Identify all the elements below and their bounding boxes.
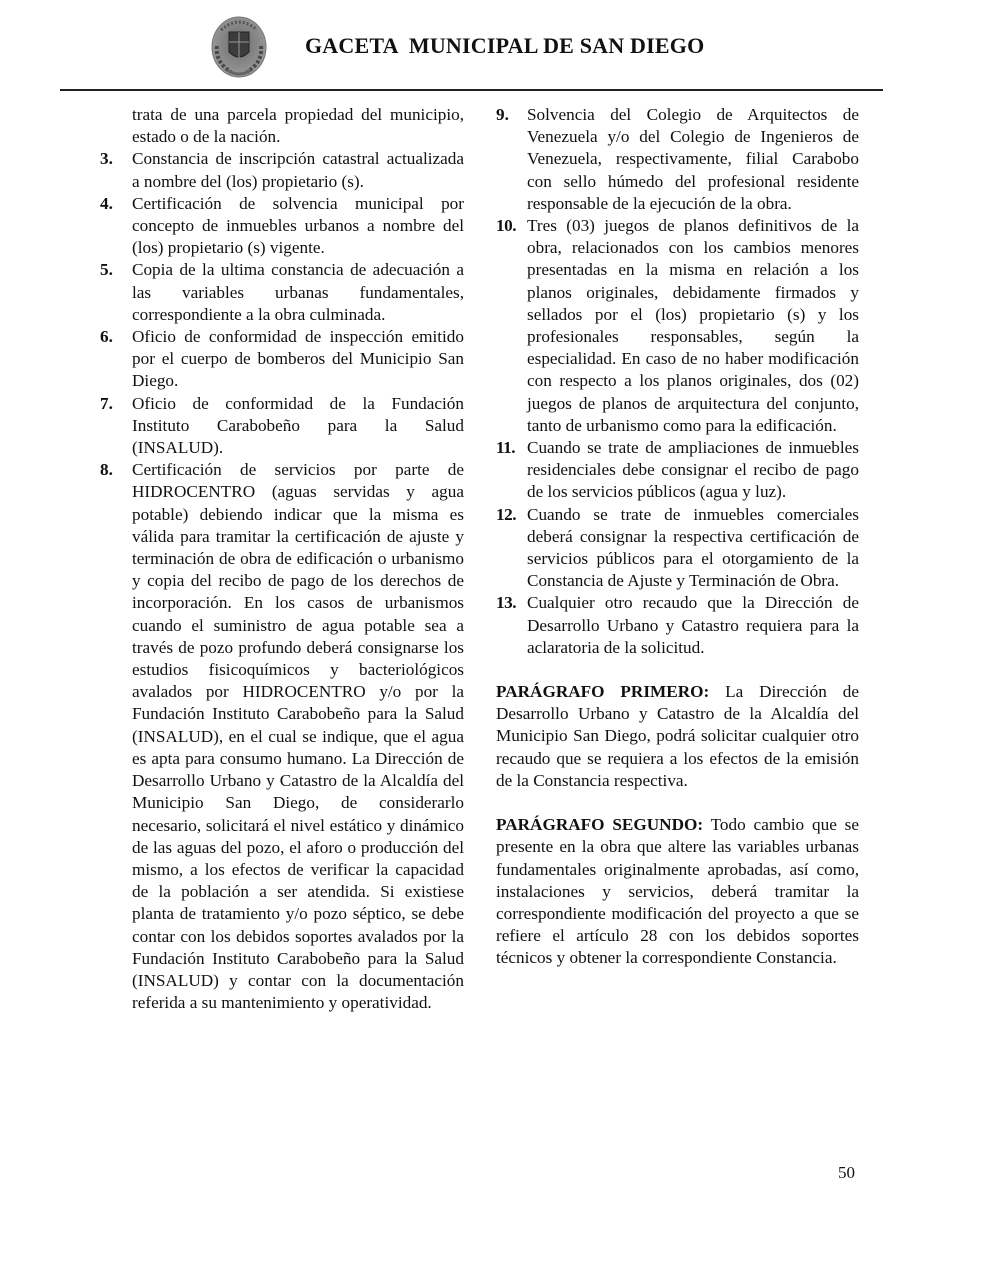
item-text: Certificación de solvencia municipal por concepto de inmuebles urbanos a nombre del (los) propietario (s) vigente.: [132, 193, 464, 258]
item-number: 12.: [496, 504, 516, 524]
list-item: [496, 437, 859, 504]
item-text: Oficio de conformidad de la Fundación Instituto Carabobeño para la Salud (INSALUD).: [132, 393, 464, 458]
list-item: [496, 592, 859, 659]
paragraph-label: PARÁGRAFO PRIMERO:: [496, 682, 710, 702]
paragraph-primero: [496, 681, 859, 792]
item-number: 7.: [100, 393, 113, 413]
item-text: Certificación de servicios por parte de HIDROCENTRO (aguas servidas y agua potable) debiendo indicar que la misma es válida para tramitar la certificación de ajuste y terminación de obra de edificación o urbanismo y copia del recibo de pago de los derechos de incorporación. En los casos de urbanismos cuando el suministro de agua potable sea a través de pozo profundo deberá consignarse los estudios fisicoquímicos y bacteriológicos avalados por HIDROCENTRO y/o por la Fundación Instituto Carabobeño para la Salud (INSALUD), en el cual se indique, que el agua es apta para consumo humano. La Dirección de Desarrollo Urbano y Catastro de la Alcaldía del Municipio San Diego, de considerarlo necesario, solicitará el nivel estático y dinámico de las aguas del pozo, el aforo o producción del mismo, a los efectos de verificar la capacidad de la población a ser atendida. Si existiese planta de tratamiento y/o pozo séptico, se debe contar con los debidos soportes avalados por la Fundación Instituto Carabobeño para la Salud (INSALUD) y contar con la documentación referida a su mantenimiento y operatividad.: [132, 460, 464, 1013]
list-item-continuation: trata de una parcela propiedad del municipio, estado o de la nación.: [132, 105, 464, 147]
list-item: [100, 148, 464, 192]
item-text: Cuando se trate de ampliaciones de inmuebles residenciales debe consignar el recibo de pago de los servicios públicos (agua y luz).: [527, 438, 859, 502]
item-text: Solvencia del Colegio de Arquitectos de Venezuela y/o del Colegio de Ingenieros de Venezuela, respectivamente, filial Carabobo con sello húmedo del profesional residente responsable de la ejecución de la obra.: [527, 105, 859, 213]
paragraph-label: PARÁGRAFO SEGUNDO:: [496, 815, 704, 835]
list-item: [100, 326, 464, 393]
item-number: 10.: [496, 216, 516, 236]
item-text: Tres (03) juegos de planos definitivos de la obra, relacionados con los cambios menores presentadas en la misma en relación a los planos originales, debidamente firmados y sellados por el (los) propietario (s) y los profesionales responsables, según la especialidad. En caso de no haber modificación con respecto a los planos originales, dos (02) juegos de planos de arquitectura del conjunto, tanto de urbanismo como para la edificación.: [527, 216, 859, 435]
coat-of-arms-icon: [211, 16, 267, 78]
item-text: Oficio de conformidad de inspección emitido por el cuerpo de bomberos del Municipio San Diego.: [132, 327, 464, 391]
list-item: [496, 104, 859, 215]
list-item: [496, 215, 859, 437]
item-number: 13.: [496, 593, 516, 613]
paragraph-segundo: [496, 814, 859, 969]
item-number: 4.: [100, 193, 113, 213]
list-item: [100, 459, 464, 1014]
right-column: [496, 104, 859, 970]
list-item: [100, 259, 464, 326]
item-text: Cualquier otro recaudo que la Dirección de Desarrollo Urbano y Catastro requiera para la aclaratoria de la solicitud.: [527, 593, 859, 657]
item-number: 11.: [496, 438, 516, 458]
header-divider: [60, 89, 883, 91]
paragraph-text: La Dirección de Desarrollo Urbano y Catastro de la Alcaldía del Municipio San Diego, podrá solicitar cualquier otro recaudo que se requiera a los efectos de la emisión de la Constancia respectiva.: [496, 682, 859, 790]
item-text: Cuando se trate de inmuebles comerciales deberá consignar la respectiva certificación de servicios públicos para el otorgamiento de la Constancia de Ajuste y Terminación de Obra.: [527, 504, 859, 591]
gazette-title: GACETA MUNICIPAL DE SAN DIEGO: [305, 33, 705, 58]
left-column: [100, 104, 464, 1014]
item-text: Constancia de inscripción catastral actualizada a nombre del (los) propietario (s).: [132, 149, 464, 191]
item-number: 9.: [496, 105, 509, 124]
item-number: 8.: [100, 460, 113, 480]
item-number: 6.: [100, 327, 113, 347]
paragraph-text: Todo cambio que se presente en la obra que altere las variables urbanas fundamentales originalmente aprobadas, así como, instalaciones y servicios, deberá tramitar la correspondiente modificación del proyecto a que se refiere el artículo 28 con los debidos soportes técnicos y obtener la correspondiente Constancia.: [496, 815, 859, 968]
page-number: 50: [838, 1163, 855, 1182]
list-item: [100, 393, 464, 460]
list-item: [100, 193, 464, 260]
page-header: [0, 0, 990, 92]
list-item: [496, 504, 859, 593]
item-number: 5.: [100, 260, 113, 280]
item-number: 3.: [100, 149, 113, 169]
item-text: Copia de la ultima constancia de adecuación a las variables urbanas fundamentales, correspondiente a la obra culminada.: [132, 260, 464, 324]
